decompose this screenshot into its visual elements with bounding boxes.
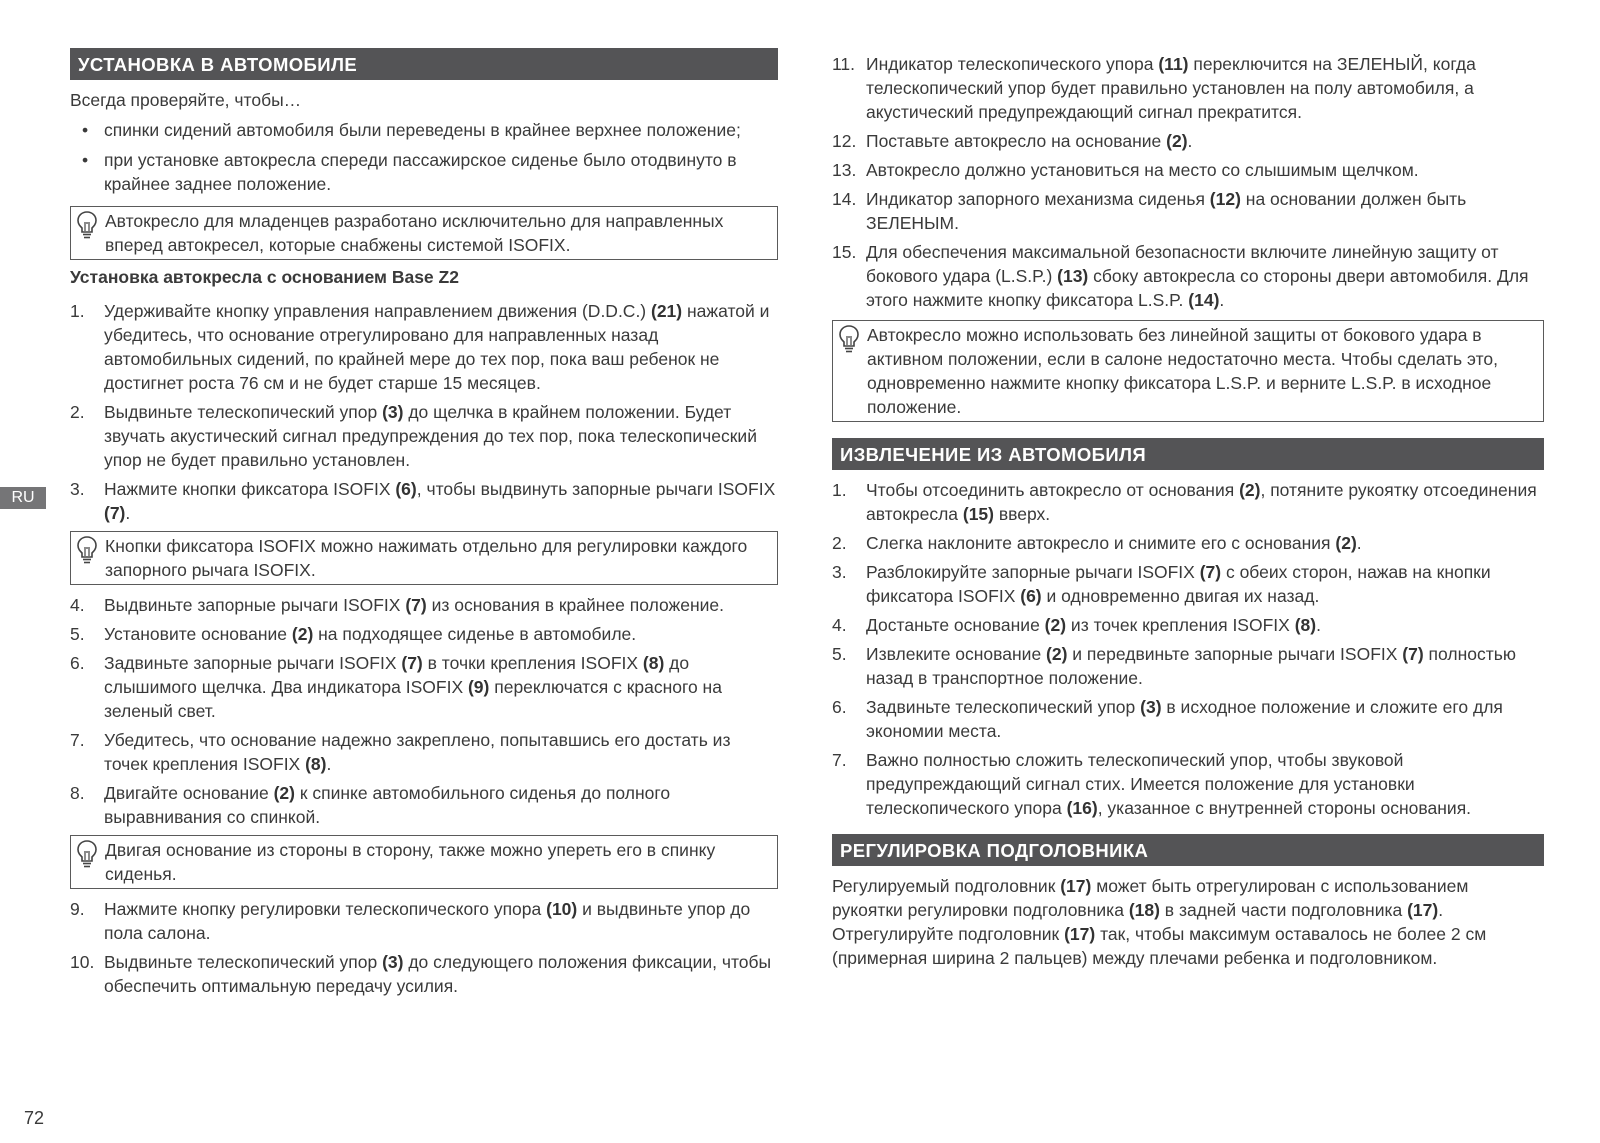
bullet-item <box>70 148 778 196</box>
step-number: 2. <box>70 402 85 422</box>
step-item <box>832 695 1544 743</box>
step-text: Задвиньте запорные рычаги ISOFIX (7) в точки крепления ISOFIX (8) до слышимого щелчка. Два индикатора ISOFIX (9) переключатся с красного на зеленый свет. <box>104 653 722 721</box>
language-tab: RU <box>0 487 46 509</box>
step-item <box>70 622 778 646</box>
step-text: Выдвиньте телескопический упор (3) до следующего положения фиксации, чтобы обеспечить оптимальную передачу усилия. <box>104 952 772 996</box>
step-item <box>832 478 1544 526</box>
step-text: Поставьте автокресло на основание (2). <box>866 131 1193 151</box>
step-text: Для обеспечения максимальной безопасности включите линейную защиту от бокового удара (L.S.P.) (13) сбоку автокресла со стороны двери автомобиля. Для этого нажмите кнопку фиксатора L.S.P. (14). <box>866 242 1529 310</box>
step-number: 11. <box>832 54 856 74</box>
step-text: Выдвиньте телескопический упор (3) до щелчка в крайнем положении. Будет звучать акустический сигнал предупреждения до тех пор, пока телескопический упор не будет правильно установлен. <box>104 402 757 470</box>
step-item <box>832 642 1544 690</box>
step-number: 4. <box>832 615 847 635</box>
section-heading-headrest: РЕГУЛИРОВКА ПОДГОЛОВНИКА <box>832 834 1544 866</box>
step-item <box>70 593 778 617</box>
step-text: Нажмите кнопку регулировки телескопического упора (10) и выдвиньте упор до пола салона. <box>104 899 751 943</box>
step-number: 3. <box>70 479 85 499</box>
subheading: Установка автокресла с основанием Base Z2 <box>70 267 459 287</box>
step-number: 10. <box>70 952 95 972</box>
note-text: Автокресло можно использовать без линейной защиты от бокового удара в активном положении, если в салоне недостаточно места. Чтобы сделать это, одновременно нажмите кнопку фиксатора L.S.P. и верните L.S.P. в исходное положение. <box>867 325 1498 417</box>
step-number: 1. <box>70 301 85 321</box>
lightbulb-icon <box>837 324 861 354</box>
step-text: Двигайте основание (2) к спинке автомобильного сиденья до полного выравнивания со спинкой. <box>104 783 671 827</box>
step-item <box>70 299 778 395</box>
step-text: Нажмите кнопки фиксатора ISOFIX (6), чтобы выдвинуть запорные рычаги ISOFIX (7). <box>104 479 776 523</box>
lightbulb-icon <box>75 210 99 240</box>
steps-list <box>70 593 778 829</box>
step-number: 13. <box>832 160 857 180</box>
step-item <box>70 897 778 945</box>
step-text: Извлеките основание (2) и передвиньте запорные рычаги ISOFIX (7) полностью назад в транспортное положение. <box>866 644 1516 688</box>
bullet-text: при установке автокресла спереди пассажирское сиденье было отодвинуто в крайнее заднее положение. <box>104 150 737 194</box>
page-number: 72 <box>24 1108 45 1128</box>
step-item <box>70 651 778 723</box>
step-number: 8. <box>70 783 85 803</box>
step-number: 1. <box>832 480 847 500</box>
note-text: Кнопки фиксатора ISOFIX можно нажимать отдельно для регулировки каждого запорного рычага ISOFIX. <box>105 536 748 580</box>
step-number: 7. <box>832 750 847 770</box>
step-text: Индикатор запорного механизма сиденья (12) на основании должен быть ЗЕЛЕНЫМ. <box>866 189 1467 233</box>
step-number: 6. <box>832 697 847 717</box>
left-column <box>70 48 778 1003</box>
section-heading-installation: УСТАНОВКА В АВТОМОБИЛЕ <box>70 48 778 80</box>
step-text: Автокресло должно установиться на место со слышимым щелчком. <box>866 160 1419 180</box>
step-item <box>70 781 778 829</box>
note-box <box>70 206 778 260</box>
step-text: Задвиньте телескопический упор (3) в исходное положение и сложите его для экономии места. <box>866 697 1503 741</box>
step-number: 5. <box>832 644 847 664</box>
step-text: Выдвиньте запорные рычаги ISOFIX (7) из основания в крайнее положение. <box>104 595 725 615</box>
lightbulb-icon <box>75 535 99 565</box>
step-number: 14. <box>832 189 857 209</box>
step-item <box>832 240 1544 312</box>
step-number: 2. <box>832 533 847 553</box>
steps-list <box>832 52 1544 312</box>
step-text: Важно полностью сложить телескопический упор, чтобы звуковой предупреждающий сигнал стих. Имеется положение для установки телескопического упора (16), указанное с внутренней стороны основания. <box>866 750 1472 818</box>
note-box <box>832 320 1544 422</box>
step-text: Индикатор телескопического упора (11) переключится на ЗЕЛЕНЫЙ, когда телескопический упор будет правильно установлен на полу автомобиля, а акустический предупреждающий сигнал прекратится. <box>866 54 1476 122</box>
step-item <box>70 400 778 472</box>
step-number: 9. <box>70 899 85 919</box>
bullet-dot: • <box>82 120 89 140</box>
steps-list <box>70 897 778 998</box>
step-number: 6. <box>70 653 85 673</box>
step-item <box>832 52 1544 124</box>
bullet-dot: • <box>82 150 89 170</box>
step-item <box>70 950 778 998</box>
step-number: 12. <box>832 131 857 151</box>
step-item <box>832 560 1544 608</box>
step-text: Установите основание (2) на подходящее сиденье в автомобиле. <box>104 624 637 644</box>
step-item <box>832 187 1544 235</box>
step-item <box>832 613 1544 637</box>
bullet-item <box>70 118 778 142</box>
step-number: 5. <box>70 624 85 644</box>
bullet-text: спинки сидений автомобиля были переведены в крайнее верхнее положение; <box>104 120 741 140</box>
step-text: Удерживайте кнопку управления направлением движения (D.D.C.) (21) нажатой и убедитесь, что основание отрегулировано для направленных назад автомобильных сидений, по крайней мере до тех пор, пока ваш ребенок не достигнет роста 76 см и не будет старше 15 месяцев. <box>104 301 770 393</box>
section-heading-removal: ИЗВЛЕЧЕНИЕ ИЗ АВТОМОБИЛЯ <box>832 438 1544 470</box>
step-item <box>832 531 1544 555</box>
step-item <box>70 728 778 776</box>
steps-list <box>70 299 778 525</box>
note-text: Автокресло для младенцев разработано исключительно для направленных вперед автокресел, которые снабжены системой ISOFIX. <box>105 211 724 255</box>
note-text: Двигая основание из стороны в сторону, также можно упереть его в спинку сиденья. <box>105 840 716 884</box>
step-item <box>832 129 1544 153</box>
intro-text: Всегда проверяйте, чтобы… <box>70 90 302 110</box>
step-text: Разблокируйте запорные рычаги ISOFIX (7) с обеих сторон, нажав на кнопки фиксатора ISOFIX (6) и одновременно двигая их назад. <box>866 562 1491 606</box>
step-text: Достаньте основание (2) из точек крепления ISOFIX (8). <box>866 615 1321 635</box>
steps-list <box>832 478 1544 820</box>
step-number: 4. <box>70 595 85 615</box>
step-text: Убедитесь, что основание надежно закреплено, попытавшись его достать из точек крепления ISOFIX (8). <box>104 730 731 774</box>
step-number: 3. <box>832 562 847 582</box>
step-item <box>832 158 1544 182</box>
note-box <box>70 835 778 889</box>
lightbulb-icon <box>75 839 99 869</box>
step-text: Слегка наклоните автокресло и снимите его с основания (2). <box>866 533 1362 553</box>
step-number: 15. <box>832 242 857 262</box>
step-number: 7. <box>70 730 85 750</box>
step-item <box>832 748 1544 820</box>
step-item <box>70 477 778 525</box>
headrest-paragraph: Регулируемый подголовник (17) может быть отрегулирован с использованием рукоятки регулировки подголовника (18) в задней части подголовника (17). Отрегулируйте подголовник (17) так, чтобы максимум оставалось не более 2 см (примерная ширина 2 пальцев) между плечами ребенка и подголовником. <box>832 876 1487 968</box>
right-column <box>832 52 1544 970</box>
step-text: Чтобы отсоединить автокресло от основания (2), потяните рукоятку отсоединения автокресла (15) вверх. <box>866 480 1537 524</box>
note-box <box>70 531 778 585</box>
